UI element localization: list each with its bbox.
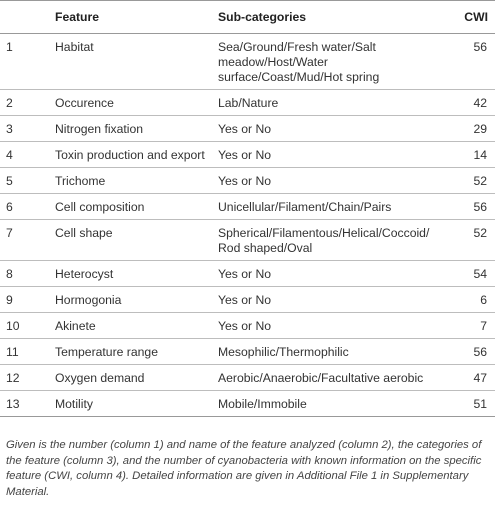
table-header-row — [0, 1, 495, 34]
row-cwi: 56 — [445, 194, 495, 220]
row-feature: Hormogonia — [55, 287, 218, 313]
row-cwi: 6 — [445, 287, 495, 313]
row-number: 11 — [0, 339, 55, 365]
row-feature: Cell shape — [55, 220, 218, 261]
table-row — [0, 365, 495, 391]
table-row — [0, 339, 495, 365]
row-subcategories: Aerobic/Anaerobic/Facultative aerobic — [218, 365, 445, 391]
row-subcategories: Mesophilic/Thermophilic — [218, 339, 445, 365]
row-subcategories: Unicellular/Filament/Chain/Pairs — [218, 194, 445, 220]
table-row — [0, 391, 495, 417]
table-row — [0, 116, 495, 142]
row-subcategories: Yes or No — [218, 313, 445, 339]
row-subcategories: Sea/Ground/Fresh water/Salt meadow/Host/Water surface/Coast/Mud/Hot spring — [218, 34, 445, 90]
row-subcategories: Lab/Nature — [218, 90, 445, 116]
row-cwi: 52 — [445, 168, 495, 194]
table-row — [0, 220, 495, 261]
row-feature: Motility — [55, 391, 218, 417]
row-number: 9 — [0, 287, 55, 313]
row-subcategories: Mobile/Immobile — [218, 391, 445, 417]
row-subcategories: Yes or No — [218, 116, 445, 142]
row-feature: Oxygen demand — [55, 365, 218, 391]
row-cwi: 29 — [445, 116, 495, 142]
row-number: 6 — [0, 194, 55, 220]
row-number: 2 — [0, 90, 55, 116]
row-feature: Cell composition — [55, 194, 218, 220]
row-cwi: 47 — [445, 365, 495, 391]
table-caption: Given is the number (column 1) and name of the feature analyzed (column 2), the categories of the feature (column 3), and the number of cyanobacteria with known information on the specific feature (CWI, column 4). Detailed information are given in Additional File 1 in Supplementary Material. — [6, 439, 482, 498]
row-feature: Akinete — [55, 313, 218, 339]
table-row — [0, 142, 495, 168]
row-subcategories: Yes or No — [218, 287, 445, 313]
row-cwi: 14 — [445, 142, 495, 168]
row-number: 4 — [0, 142, 55, 168]
row-feature: Heterocyst — [55, 261, 218, 287]
row-subcategories: Spherical/Filamentous/Helical/Coccoid/ Rod shaped/Oval — [218, 220, 445, 261]
row-feature: Nitrogen fixation — [55, 116, 218, 142]
row-number: 12 — [0, 365, 55, 391]
table-row — [0, 168, 495, 194]
table-row — [0, 90, 495, 116]
table-row — [0, 313, 495, 339]
row-number: 1 — [0, 34, 55, 90]
table-row — [0, 194, 495, 220]
row-feature: Temperature range — [55, 339, 218, 365]
table-row — [0, 34, 495, 90]
row-number: 5 — [0, 168, 55, 194]
table-body — [0, 34, 495, 417]
row-feature: Toxin production and export — [55, 142, 218, 168]
row-number: 13 — [0, 391, 55, 417]
row-feature: Trichome — [55, 168, 218, 194]
row-subcategories: Yes or No — [218, 168, 445, 194]
row-cwi: 56 — [445, 339, 495, 365]
table-row — [0, 261, 495, 287]
row-cwi: 52 — [445, 220, 495, 261]
row-number: 10 — [0, 313, 55, 339]
row-cwi: 7 — [445, 313, 495, 339]
row-number: 7 — [0, 220, 55, 261]
row-number: 8 — [0, 261, 55, 287]
row-cwi: 42 — [445, 90, 495, 116]
header-feature: Feature — [0, 1, 218, 34]
row-feature: Occurence — [55, 90, 218, 116]
row-cwi: 51 — [445, 391, 495, 417]
table-row — [0, 287, 495, 313]
row-cwi: 56 — [445, 34, 495, 90]
row-feature: Habitat — [55, 34, 218, 90]
header-subcategories: Sub-categories — [218, 1, 445, 34]
row-subcategories: Yes or No — [218, 142, 445, 168]
header-cwi: CWI — [445, 1, 495, 34]
row-number: 3 — [0, 116, 55, 142]
row-cwi: 54 — [445, 261, 495, 287]
row-subcategories: Yes or No — [218, 261, 445, 287]
